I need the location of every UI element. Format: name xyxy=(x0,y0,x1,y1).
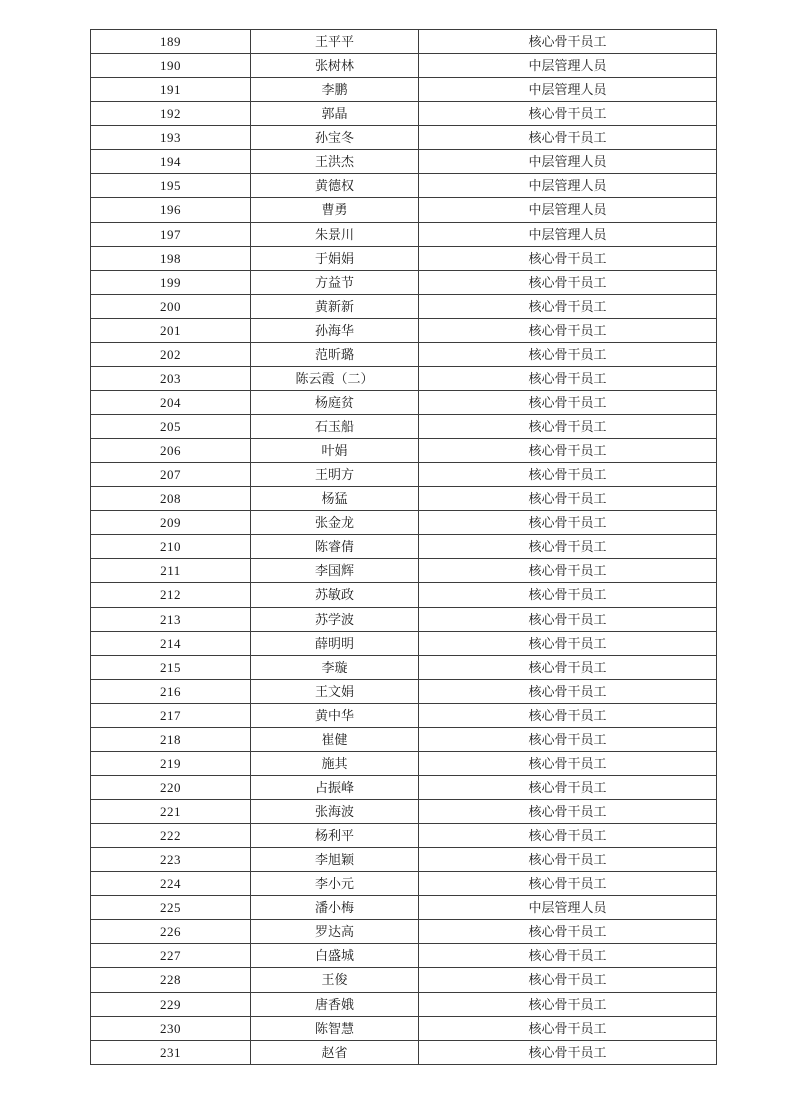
row-number-cell: 216 xyxy=(91,679,251,703)
table-row xyxy=(91,631,717,655)
table-row xyxy=(91,559,717,583)
row-number-cell: 227 xyxy=(91,944,251,968)
table-row xyxy=(91,775,717,799)
name-cell: 陈睿倩 xyxy=(251,535,419,559)
table-row xyxy=(91,174,717,198)
name-cell: 于娟娟 xyxy=(251,246,419,270)
table-row xyxy=(91,655,717,679)
name-cell: 范昕璐 xyxy=(251,342,419,366)
name-cell: 杨庭贫 xyxy=(251,390,419,414)
row-number-cell: 229 xyxy=(91,992,251,1016)
name-cell: 赵省 xyxy=(251,1040,419,1064)
row-number-cell: 231 xyxy=(91,1040,251,1064)
name-cell: 李璇 xyxy=(251,655,419,679)
table-row xyxy=(91,463,717,487)
row-number-cell: 202 xyxy=(91,342,251,366)
table-row xyxy=(91,318,717,342)
table-row xyxy=(91,390,717,414)
category-cell: 核心骨干员工 xyxy=(419,968,717,992)
name-cell: 陈智慧 xyxy=(251,1016,419,1040)
row-number-cell: 219 xyxy=(91,751,251,775)
row-number-cell: 192 xyxy=(91,102,251,126)
row-number-cell: 214 xyxy=(91,631,251,655)
category-cell: 核心骨干员工 xyxy=(419,342,717,366)
table-row xyxy=(91,944,717,968)
row-number-cell: 208 xyxy=(91,487,251,511)
name-cell: 唐香娥 xyxy=(251,992,419,1016)
row-number-cell: 195 xyxy=(91,174,251,198)
table-row xyxy=(91,679,717,703)
row-number-cell: 225 xyxy=(91,896,251,920)
row-number-cell: 205 xyxy=(91,415,251,439)
row-number-cell: 207 xyxy=(91,463,251,487)
category-cell: 核心骨干员工 xyxy=(419,944,717,968)
name-cell: 黄中华 xyxy=(251,703,419,727)
table-row xyxy=(91,920,717,944)
name-cell: 薛明明 xyxy=(251,631,419,655)
name-cell: 苏敏政 xyxy=(251,583,419,607)
table-row xyxy=(91,102,717,126)
category-cell: 核心骨干员工 xyxy=(419,1016,717,1040)
category-cell: 核心骨干员工 xyxy=(419,318,717,342)
table-row xyxy=(91,727,717,751)
category-cell: 中层管理人员 xyxy=(419,198,717,222)
category-cell: 中层管理人员 xyxy=(419,222,717,246)
name-cell: 叶娟 xyxy=(251,439,419,463)
row-number-cell: 193 xyxy=(91,126,251,150)
table-row xyxy=(91,751,717,775)
table-row xyxy=(91,78,717,102)
category-cell: 核心骨干员工 xyxy=(419,824,717,848)
table-row xyxy=(91,487,717,511)
table-row xyxy=(91,415,717,439)
row-number-cell: 191 xyxy=(91,78,251,102)
category-cell: 核心骨干员工 xyxy=(419,848,717,872)
table-row xyxy=(91,848,717,872)
category-cell: 中层管理人员 xyxy=(419,54,717,78)
table-row xyxy=(91,1016,717,1040)
table-row xyxy=(91,222,717,246)
table-row xyxy=(91,30,717,54)
category-cell: 核心骨干员工 xyxy=(419,583,717,607)
name-cell: 王明方 xyxy=(251,463,419,487)
row-number-cell: 215 xyxy=(91,655,251,679)
category-cell: 核心骨干员工 xyxy=(419,535,717,559)
table-row xyxy=(91,150,717,174)
row-number-cell: 210 xyxy=(91,535,251,559)
table-row xyxy=(91,824,717,848)
table-row xyxy=(91,198,717,222)
name-cell: 占振峰 xyxy=(251,775,419,799)
name-cell: 王文娟 xyxy=(251,679,419,703)
name-cell: 杨利平 xyxy=(251,824,419,848)
name-cell: 王平平 xyxy=(251,30,419,54)
table-row xyxy=(91,246,717,270)
category-cell: 核心骨干员工 xyxy=(419,751,717,775)
category-cell: 核心骨干员工 xyxy=(419,800,717,824)
table-row xyxy=(91,992,717,1016)
table-row xyxy=(91,872,717,896)
row-number-cell: 201 xyxy=(91,318,251,342)
row-number-cell: 222 xyxy=(91,824,251,848)
row-number-cell: 209 xyxy=(91,511,251,535)
name-cell: 李旭颖 xyxy=(251,848,419,872)
category-cell: 核心骨干员工 xyxy=(419,607,717,631)
table-row xyxy=(91,54,717,78)
table-row xyxy=(91,703,717,727)
name-cell: 方益节 xyxy=(251,270,419,294)
table-row xyxy=(91,535,717,559)
table-row xyxy=(91,126,717,150)
category-cell: 核心骨干员工 xyxy=(419,775,717,799)
name-cell: 王俊 xyxy=(251,968,419,992)
row-number-cell: 230 xyxy=(91,1016,251,1040)
row-number-cell: 197 xyxy=(91,222,251,246)
row-number-cell: 226 xyxy=(91,920,251,944)
name-cell: 李小元 xyxy=(251,872,419,896)
category-cell: 核心骨干员工 xyxy=(419,511,717,535)
category-cell: 中层管理人员 xyxy=(419,896,717,920)
category-cell: 核心骨干员工 xyxy=(419,270,717,294)
category-cell: 核心骨干员工 xyxy=(419,631,717,655)
name-cell: 孙海华 xyxy=(251,318,419,342)
table-row xyxy=(91,366,717,390)
table-row xyxy=(91,342,717,366)
name-cell: 王洪杰 xyxy=(251,150,419,174)
name-cell: 孙宝冬 xyxy=(251,126,419,150)
row-number-cell: 220 xyxy=(91,775,251,799)
name-cell: 白盛城 xyxy=(251,944,419,968)
row-number-cell: 189 xyxy=(91,30,251,54)
row-number-cell: 198 xyxy=(91,246,251,270)
name-cell: 黄德权 xyxy=(251,174,419,198)
row-number-cell: 196 xyxy=(91,198,251,222)
row-number-cell: 190 xyxy=(91,54,251,78)
category-cell: 核心骨干员工 xyxy=(419,872,717,896)
category-cell: 中层管理人员 xyxy=(419,174,717,198)
category-cell: 核心骨干员工 xyxy=(419,390,717,414)
row-number-cell: 211 xyxy=(91,559,251,583)
category-cell: 核心骨干员工 xyxy=(419,30,717,54)
row-number-cell: 212 xyxy=(91,583,251,607)
name-cell: 崔健 xyxy=(251,727,419,751)
row-number-cell: 228 xyxy=(91,968,251,992)
category-cell: 核心骨干员工 xyxy=(419,366,717,390)
category-cell: 核心骨干员工 xyxy=(419,463,717,487)
name-cell: 潘小梅 xyxy=(251,896,419,920)
name-cell: 李鹏 xyxy=(251,78,419,102)
row-number-cell: 204 xyxy=(91,390,251,414)
name-cell: 石玉船 xyxy=(251,415,419,439)
table-row xyxy=(91,1040,717,1064)
table-row xyxy=(91,511,717,535)
category-cell: 核心骨干员工 xyxy=(419,102,717,126)
row-number-cell: 203 xyxy=(91,366,251,390)
name-cell: 张金龙 xyxy=(251,511,419,535)
name-cell: 黄新新 xyxy=(251,294,419,318)
table-row xyxy=(91,968,717,992)
name-cell: 罗达高 xyxy=(251,920,419,944)
table-row xyxy=(91,607,717,631)
category-cell: 中层管理人员 xyxy=(419,150,717,174)
name-cell: 杨猛 xyxy=(251,487,419,511)
category-cell: 核心骨干员工 xyxy=(419,1040,717,1064)
category-cell: 核心骨干员工 xyxy=(419,920,717,944)
table-row xyxy=(91,270,717,294)
row-number-cell: 200 xyxy=(91,294,251,318)
name-cell: 陈云霞（二） xyxy=(251,366,419,390)
row-number-cell: 223 xyxy=(91,848,251,872)
row-number-cell: 206 xyxy=(91,439,251,463)
row-number-cell: 194 xyxy=(91,150,251,174)
category-cell: 核心骨干员工 xyxy=(419,439,717,463)
name-cell: 郭晶 xyxy=(251,102,419,126)
table-row xyxy=(91,800,717,824)
row-number-cell: 213 xyxy=(91,607,251,631)
category-cell: 核心骨干员工 xyxy=(419,415,717,439)
table-row xyxy=(91,583,717,607)
personnel-table xyxy=(90,29,717,1065)
category-cell: 核心骨干员工 xyxy=(419,655,717,679)
name-cell: 朱景川 xyxy=(251,222,419,246)
name-cell: 苏学波 xyxy=(251,607,419,631)
category-cell: 核心骨干员工 xyxy=(419,246,717,270)
name-cell: 曹勇 xyxy=(251,198,419,222)
category-cell: 核心骨干员工 xyxy=(419,487,717,511)
category-cell: 核心骨干员工 xyxy=(419,126,717,150)
category-cell: 核心骨干员工 xyxy=(419,703,717,727)
table-row xyxy=(91,294,717,318)
category-cell: 核心骨干员工 xyxy=(419,992,717,1016)
table-row xyxy=(91,896,717,920)
name-cell: 张海波 xyxy=(251,800,419,824)
category-cell: 核心骨干员工 xyxy=(419,559,717,583)
name-cell: 施其 xyxy=(251,751,419,775)
row-number-cell: 221 xyxy=(91,800,251,824)
category-cell: 核心骨干员工 xyxy=(419,294,717,318)
row-number-cell: 224 xyxy=(91,872,251,896)
row-number-cell: 199 xyxy=(91,270,251,294)
row-number-cell: 218 xyxy=(91,727,251,751)
personnel-table-body xyxy=(91,30,717,1065)
category-cell: 核心骨干员工 xyxy=(419,727,717,751)
row-number-cell: 217 xyxy=(91,703,251,727)
table-row xyxy=(91,439,717,463)
category-cell: 核心骨干员工 xyxy=(419,679,717,703)
name-cell: 李国辉 xyxy=(251,559,419,583)
category-cell: 中层管理人员 xyxy=(419,78,717,102)
name-cell: 张树林 xyxy=(251,54,419,78)
